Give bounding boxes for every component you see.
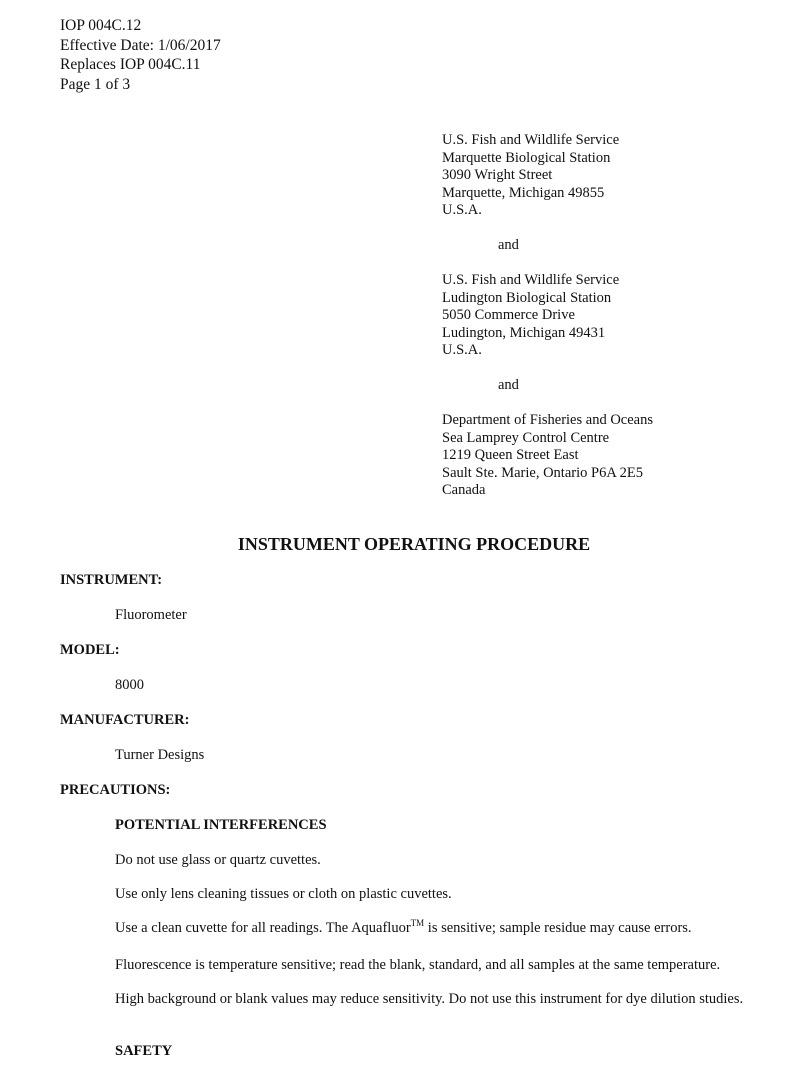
address-line: 5050 Commerce Drive [442,307,575,323]
effective-date: Effective Date: 1/06/2017 [60,36,221,54]
page-number: Page 1 of 3 [60,75,131,93]
and-separator: and [498,237,519,253]
page-title: INSTRUMENT OPERATING PROCEDURE [237,534,591,554]
address-line: Marquette Biological Station [442,149,611,166]
model-label: MODEL: [60,642,120,658]
doc-id: IOP 004C.12 [60,17,142,34]
precaution-background: High background or blank values may reduce sensitivity. Do not use this instrument for dye dilution studies. [115,991,744,1007]
address-line: Canada [442,482,486,498]
and-separator: and [498,377,519,393]
address-line: Sea Lamprey Control Centre [442,429,610,446]
manufacturer-value: Turner Designs [115,747,205,763]
address-line: U.S.A. [442,202,482,218]
manufacturer-label: MANUFACTURER: [60,712,190,728]
address-line: Marquette, Michigan 49855 [442,184,605,201]
address-line: U.S.A. [442,342,482,358]
safety-heading: SAFETY [115,1043,173,1059]
address-line: U.S. Fish and Wildlife Service [442,132,620,148]
potential-interferences-heading: POTENTIAL INTERFERENCES [115,817,327,833]
precaution-lens-tissues: Use only lens cleaning tissues or cloth on plastic cuvettes. [115,886,452,902]
instrument-label: INSTRUMENT: [60,572,163,588]
precaution-glass-cuvettes: Do not use glass or quartz cuvettes. [115,852,321,868]
address-dfo [442,412,653,500]
address-marquette [442,132,619,220]
model-value: 8000 [115,677,144,693]
instrument-value: Fluorometer [115,607,187,623]
precaution-clean-cuvette [115,920,755,937]
trademark-mark: TM [410,918,425,929]
address-line: Ludington Biological Station [442,289,612,306]
address-ludington [442,272,619,360]
replaces-note: Replaces IOP 004C.11 [60,56,201,73]
precaution-text: Use a clean cuvette for all readings. The Aquafluor [115,920,411,936]
address-line: 3090 Wright Street [442,167,553,183]
address-line: U.S. Fish and Wildlife Service [442,272,620,288]
address-line: 1219 Queen Street East [442,447,579,463]
address-line: Ludington, Michigan 49431 [442,324,606,341]
precaution-text: is sensitive; sample residue may cause errors. [424,920,692,936]
address-line: Department of Fisheries and Oceans [442,412,653,428]
document-header [60,16,221,94]
precautions-label: PRECAUTIONS: [60,782,171,798]
precaution-temperature: Fluorescence is temperature sensitive; read the blank, standard, and all samples at the same temperature. [115,957,721,973]
address-line: Sault Ste. Marie, Ontario P6A 2E5 [442,464,643,481]
